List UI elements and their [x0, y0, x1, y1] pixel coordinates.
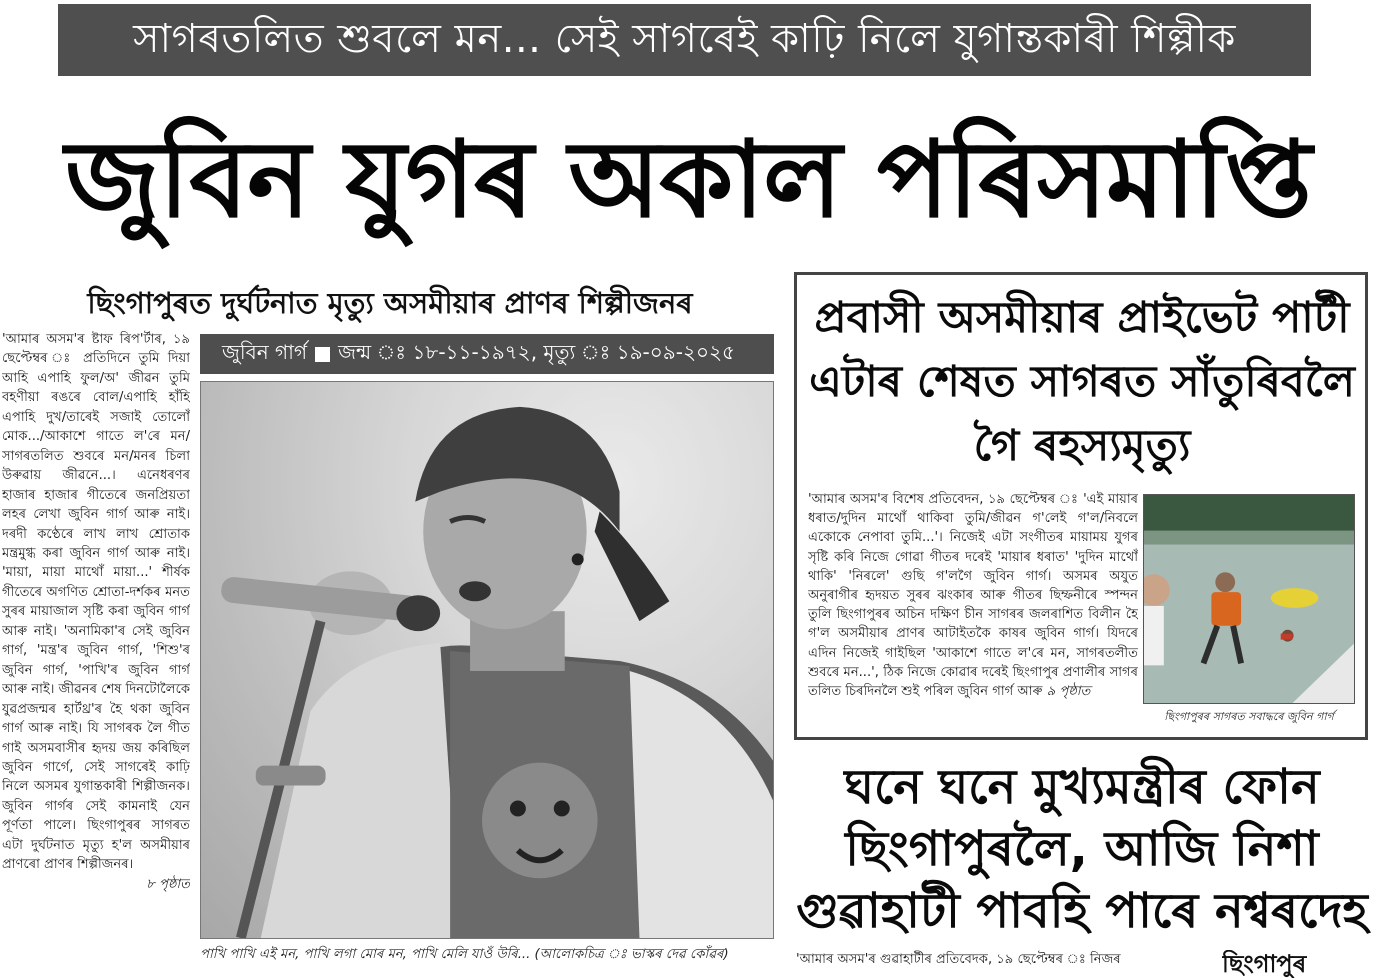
second-story-subheading: ছিংগাপুৰ — [1222, 950, 1307, 978]
box-story-headline: প্ৰবাসী অসমীয়াৰ প্ৰাইভেট পাৰ্টী এটাৰ শেষত সাগৰত সাঁতুৰিবলৈ গৈ ৰহস্যমৃত্যু — [809, 293, 1355, 471]
left-article-body: 'আমাৰ অসম'ৰ ষ্টাফ ৰিপ'ৰ্টাৰ, ১৯ ছেপ্টেম্বৰ ঃ প্ৰতিদিনে তুমি দিয়া আহি এপাহি ফুল/অ' জীৱন তুমি বহণীয়া ৰঙৰে বোল/এপাহি হাঁহি এপাহি দুখ/তাৰেই সজাই তোলোঁ মোক.../আকাশে গাতে ল'ৰে মন/সাগৰতলিত শুবৰে মন/মনৰ চিলা উৰুৱায় জীৱনে...। এনেধৰণৰ হাজাৰ হাজাৰ গীতেৰে জনপ্ৰিয়তা লহৰ লেখা জুবিন গাৰ্গ আৰু নাই। দৰদী কণ্ঠেৰে লাখ লাখ শ্ৰোতাক মন্ত্ৰমুগ্ধ কৰা জুবিন গাৰ্গ আৰু নাই। 'মায়া, মায়া মাথোঁ মায়া...' শীৰ্ষক গীতেৰে অগণিত শ্ৰোতা-দৰ্শকৰ মনত সুৰৰ মায়াজাল সৃষ্টি কৰা জুবিন গাৰ্গ আৰু নাই। 'অনামিকা'ৰ সেই জুবিন গাৰ্গ, 'মন্ত্ৰ'ৰ জুবিন গাৰ্গ, 'শিশু'ৰ জুবিন গাৰ্গ, 'পাখি'ৰ জুবিন গাৰ্গ আৰু নাই। জীৱনৰ শেষ দিনটোলৈকে যুৱপ্ৰজন্মৰ হাৰ্টথ্ৰ'ৰ হৈ থকা জুবিন গাৰ্গ আৰু নাই। যি সাগৰক লৈ গীত গাই অসমবাসীৰ হৃদয় জয় কৰিছিল জুবিন গাৰ্গে, সেই সাগৰেই কাঢ়ি নিলে অসমৰ যুগান্তকাৰী শিল্পীজনক। জুবিন গাৰ্গৰ সেই কামনাই যেন পূৰ্ণতা পালে। ছিংগাপুৰৰ সাগৰত এটা দুৰ্ঘটনাত মৃত্যু হ'ল অসমীয়াৰ প্ৰাণৰো প্ৰাণৰ শিল্পীজনৰ। — [2, 332, 190, 873]
subheadline: ছিংগাপুৰত দুৰ্ঘটনাত মৃত্যু অসমীয়াৰ প্ৰাণৰ শিল্পীজনৰ — [87, 286, 693, 320]
box-story-body: 'আমাৰ অসম'ৰ বিশেষ প্ৰতিবেদন, ১৯ ছেপ্টেম্বৰ ঃ 'এই মায়াৰ ধৰাত/দুদিন মাথোঁ থাকিবা তুমি/জীৱন গ'লেই গ'ল/নিবলে একোকে নেপাবা তুমি...'। নিজেই এটা সংগীতৰ মায়াময় যুগৰ সৃষ্টি কৰি নিজে গোৱা গীতৰ দৰেই 'মায়াৰ ধৰাত' 'দুদিন মাথোঁ থাকি' 'নিৰলে' গুছি গ'লগৈ জুবিন গাৰ্গ। অসমৰ অযুত অনুৰাগীৰ হৃদয়ত সুৰৰ ঝংকাৰ আৰু গীতৰ ছিম্ফনীৰে স্পন্দন তুলি ছিংগাপুৰৰ অচিন দক্ষিণ চীন সাগৰৰ জলৰাশিত বিলীন হৈ গ'ল অসমীয়াৰ প্ৰাণৰ আটাইতকৈ কাষৰ জুবিন গাৰ্গ। যিদৰে এদিন নিজেই গাইছিল 'আকাশে গাতে ল'ৰে মন, সাগৰতলীত শুবৰে মন...', ঠিক নিজে কোৱাৰ দৰেই ছিংগাপুৰ প্ৰণালীৰ সাগৰ তলিত চিৰদিনলৈ শুই পৰিল জুবিন গাৰ্গ আৰু — [808, 492, 1138, 700]
sea-rescue-photo-illustration — [1144, 495, 1354, 703]
box-story-text — [808, 490, 1138, 732]
left-article-jump[interactable]: ৮ পৃষ্ঠাত — [146, 876, 190, 892]
left-article — [2, 330, 190, 970]
second-story-body: 'আমাৰ অসম'ৰ গুৱাহাটীৰ প্ৰতিবেদক, ১৯ ছেপ্টেম্বৰ ঃ নিজৰ — [796, 952, 1121, 967]
singer-photo-illustration — [201, 382, 773, 938]
info-bar — [200, 334, 774, 374]
box-photo-caption: ছিংগাপুৰৰ সাগৰত সবাদ্ধৰে জুবিন গাৰ্গ — [1164, 710, 1334, 723]
box-story-photo — [1143, 494, 1355, 704]
main-photo — [200, 381, 774, 939]
box-story-jump[interactable]: ৯ পৃষ্ঠাত — [1046, 684, 1091, 700]
second-story-headline: ঘনে ঘনে মুখ্যমন্ত্ৰীৰ ফোন ছিংগাপুৰলৈ, আজি নিশা গুৱাহাটী পাবহি পাৰে নশ্বৰদেহ — [796, 759, 1368, 939]
main-headline: জুবিন যুগৰ অকাল পৰিসমাপ্তি — [64, 118, 1312, 241]
kicker-banner: সাগৰতলিত শুবলে মন... সেই সাগৰেই কাঢ়ি নিলে যুগান্তকাৰী শিল্পীক — [58, 4, 1311, 76]
info-bar-name: জুবিন গাৰ্গ — [222, 339, 308, 364]
square-bullet-icon — [315, 347, 330, 362]
photo-caption: পাখি পাখি এই মন, পাখি লগা মোৰ মন, পাখি মেলি যাওঁ উৰি... (আলোকচিত্ৰ ঃ ভাস্কৰ দেৱ কোঁৱৰ) — [200, 947, 729, 962]
info-bar-dates: জন্ম ঃ ১৮-১১-১৯৭২, মৃত্যু ঃ ১৯-০৯-২০২৫ — [338, 339, 735, 364]
